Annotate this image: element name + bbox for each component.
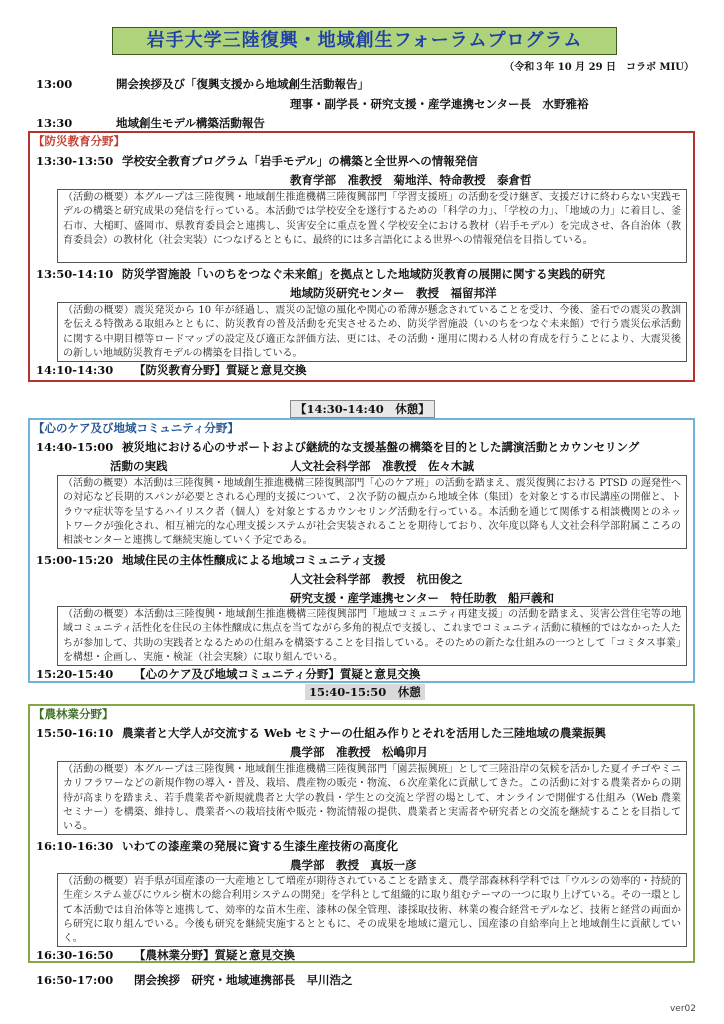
care-item1-row	[36, 439, 639, 455]
care-item1-presenter: 人文社会科学部 准教授 佐々木誠	[290, 459, 474, 473]
title-banner	[112, 27, 617, 55]
care-discussion-time: 15:20-15:40	[36, 667, 114, 681]
disaster-discussion-title: 【防災教育分野】質疑と意見交換	[134, 363, 307, 377]
care-item2-row	[36, 552, 385, 568]
care-item2-title: 地域住民の主体性醸成による地域コミュニティ支援	[122, 553, 386, 567]
disaster-item1-presenter: 教育学部 准教授 菊地洋、特命教授 泰倉哲	[290, 173, 532, 187]
care-item1-title: 被災地における心のサポートおよび継続的な支援基盤の構築を目的とした講演活動とカウンセリング	[122, 440, 640, 454]
care-discussion-title: 【心のケア及び地域コミュニティ分野】質疑と意見交換	[134, 667, 421, 681]
disaster-discussion-time: 14:10-14:30	[36, 363, 114, 377]
care-item2-summary: （活動の概要）本活動は三陸復興・地域創生推進機構三陸復興部門「地域コミュニティ再建支援」の活動を踏まえ、災害公営住宅等の地域コミュニティ活性化を住民の主体性醸成に焦点を当てながら多角的視点で支援し、これまでコミュニティ活動に積極的ではなかった人たちが参加して、共助の実践者となるための仕組みを構築することを目指している。そのための新たな仕組みの一つとして「コミタス事業」を構想・企画し、実施・検証（社会実験）に取り組んでいる。	[57, 606, 687, 666]
agri-discussion-time: 16:30-16:50	[36, 948, 114, 962]
agri-item2-row	[36, 838, 398, 854]
agri-item2-presenter: 農学部 教授 真坂一彦	[290, 858, 417, 872]
care-discussion-row	[36, 666, 420, 682]
disaster-item2-summary: （活動の概要）震災発災から 10 年が経過し、震災の記憶の風化や関心の希薄が懸念されていることを受け、今後、釜石での震災の教訓を伝える特徴ある取組みとともに、防災教育の普及活動を充実させるため、防災学習施設（いのちをつなぐ未来館）で行う震災伝承活動に関する中期目標等ロードマップの設定及び適正な評価方法、更には、その活動・運用に関わる人材の育成を行うことにより、大震災後の新しい地域防災教育モデルの構築を目指している。	[57, 302, 687, 362]
agri-item2-summary: （活動の概要）岩手県が国産漆の一大産地として増産が期待されていることを踏まえ、農学部森林科学科では「ウルシの効率的・持続的生産システム並びにウルシ樹木の総合利用システムの開発」を学科として組織的に取り組むテーマの一つに取り上げている。その一環として本活動では自治体等と連携して、効率的な苗木生産、漆林の保全管理、漆採取技術、林業の複合経営モデルなど、技術と経営の両面から研究に取り組んでいる。今後も研究を継続実施するとともに、その成果を地域に還元し、国産漆の自給率向上と地域創生に貢献していく。	[57, 873, 687, 947]
closing-row	[36, 972, 353, 988]
agri-item1-row	[36, 725, 606, 741]
opening-row	[36, 76, 369, 92]
agri-item1-time: 15:50-16:10	[36, 726, 114, 740]
disaster-item2-title: 防災学習施設「いのちをつなぐ未来館」を拠点とした地域防災教育の展開に関する実践的研究	[122, 267, 605, 281]
agri-item1-summary: （活動の概要）本グループは三陸復興・地域創生推進機構三陸復興部門「園芸振興班」として三陸沿岸の気候を活かした夏イチゴやミニカリフラワーなどの新規作物の導入・普及、栽培、農産物の販売・物流、６次産業化に貢献してきた。この活動に対する農業者からの期待が高まりを踏まえ、若手農業者や新規就農者と大学の教員・学生との交流と学習の場として、オンラインで開催する仕組み（Web 農業セミナー）を構築、維持し、農業者への栽培技術や販売・物流情報の提供、農業者と実需者や研究者との交流を継続することを目指している。	[57, 761, 687, 835]
disaster-item1-time: 13:30-13:50	[36, 154, 114, 168]
model-report-time: 13:30	[36, 116, 73, 130]
agri-item2-time: 16:10-16:30	[36, 839, 114, 853]
opening-time: 13:00	[36, 77, 73, 91]
disaster-item2-row	[36, 266, 605, 282]
agri-discussion-row	[36, 947, 295, 963]
disaster-item1-row	[36, 153, 478, 169]
care-item1-title-cont: 活動の実践	[110, 459, 168, 473]
version-label: ver02	[669, 1004, 696, 1014]
opening-presenter: 理事・副学長・研究支援・産学連携センター長 水野雅裕	[290, 97, 589, 111]
disaster-item1-title: 学校安全教育プログラム「岩手モデル」の構築と全世界への情報発信	[122, 154, 478, 168]
closing-time: 16:50-17:00	[36, 973, 114, 987]
disaster-item1-summary: （活動の概要）本グループは三陸復興・地域創生推進機構三陸復興部門「学習支援班」の活動を受け継ぎ、支援だけに終わらない実践モデルの構築と研究成果の発信を行っている。本活動では学校安全を遂行するための「科学の力」、「学校の力」、「地域の力」に着目し、釜石市、大槌町、盛岡市、県教育委員会と連携し、災害安全に重点を置く学校安全における教材（岩手モデル）を完成させ、各自治体（教育委員会）の教材化（社会実装）につなげるとともに、最終的には多言語化による世界への情報発信を目指している。	[57, 189, 687, 263]
care-item2-presenter-1: 人文社会科学部 教授 杭田俊之	[290, 572, 463, 586]
section-disaster-label: 【防災教育分野】	[33, 134, 125, 148]
disaster-item2-presenter: 地域防災研究センター 教授 福留邦洋	[290, 286, 497, 300]
disaster-discussion-row	[36, 362, 307, 378]
disaster-item2-time: 13:50-14:10	[36, 267, 114, 281]
care-item2-time: 15:00-15:20	[36, 553, 114, 567]
opening-title: 開会挨拶及び「復興支援から地域創生活動報告」	[116, 77, 369, 91]
agri-item1-presenter: 農学部 准教授 松嶋卯月	[290, 745, 428, 759]
section-agri-label: 【農林業分野】	[33, 707, 114, 721]
care-item1-summary: （活動の概要）本活動は三陸復興・地域創生推進機構三陸復興部門「心のケア班」の活動を踏まえ、震災復興における PTSD の遅発性への対応など長期的スパンが必要とされる心理的支援について、２次予防の観点から地域全体（集団）を対象とする市民講座の開催と、トラウマ症状等を呈するハイリスク者（個人）を対象とするカウンセリング活動を行っている。本活動を通じて関係する相談機関とのネットワークが強化され、相互補完的な心理支援システムが社会実装されることを期待しており、次年度以降も人文社会科学部附属こころの相談センターと連携して継続実施していく予定である。	[57, 475, 687, 549]
break-1: 【14:30-14:40 休憩】	[290, 400, 435, 418]
closing-title: 閉会挨拶 研究・地域連携部長 早川浩之	[134, 973, 353, 987]
agri-item1-title: 農業者と大学人が交流する Web セミナーの仕組み作りとそれを活用した三陸地域の農業振興	[122, 726, 606, 740]
section-care-label: 【心のケア及び地域コミュニティ分野】	[33, 421, 239, 435]
care-item1-time: 14:40-15:00	[36, 440, 114, 454]
model-report-row	[36, 115, 265, 131]
agri-discussion-title: 【農林業分野】質疑と意見交換	[134, 948, 295, 962]
agri-item2-title: いわての漆産業の発展に資する生漆生産技術の高度化	[122, 839, 398, 853]
model-report-title: 地域創生モデル構築活動報告	[116, 116, 265, 130]
care-item2-presenter-2: 研究支援・産学連携センター 特任助教 船戸義和	[290, 591, 555, 605]
break-2: 15:40-15:50 休憩	[305, 684, 425, 700]
date-line: （令和３年 10 月 29 日 コラボ MIU）	[504, 62, 694, 73]
page-title: 岩手大学三陸復興・地域創生フォーラムプログラム	[146, 30, 583, 51]
